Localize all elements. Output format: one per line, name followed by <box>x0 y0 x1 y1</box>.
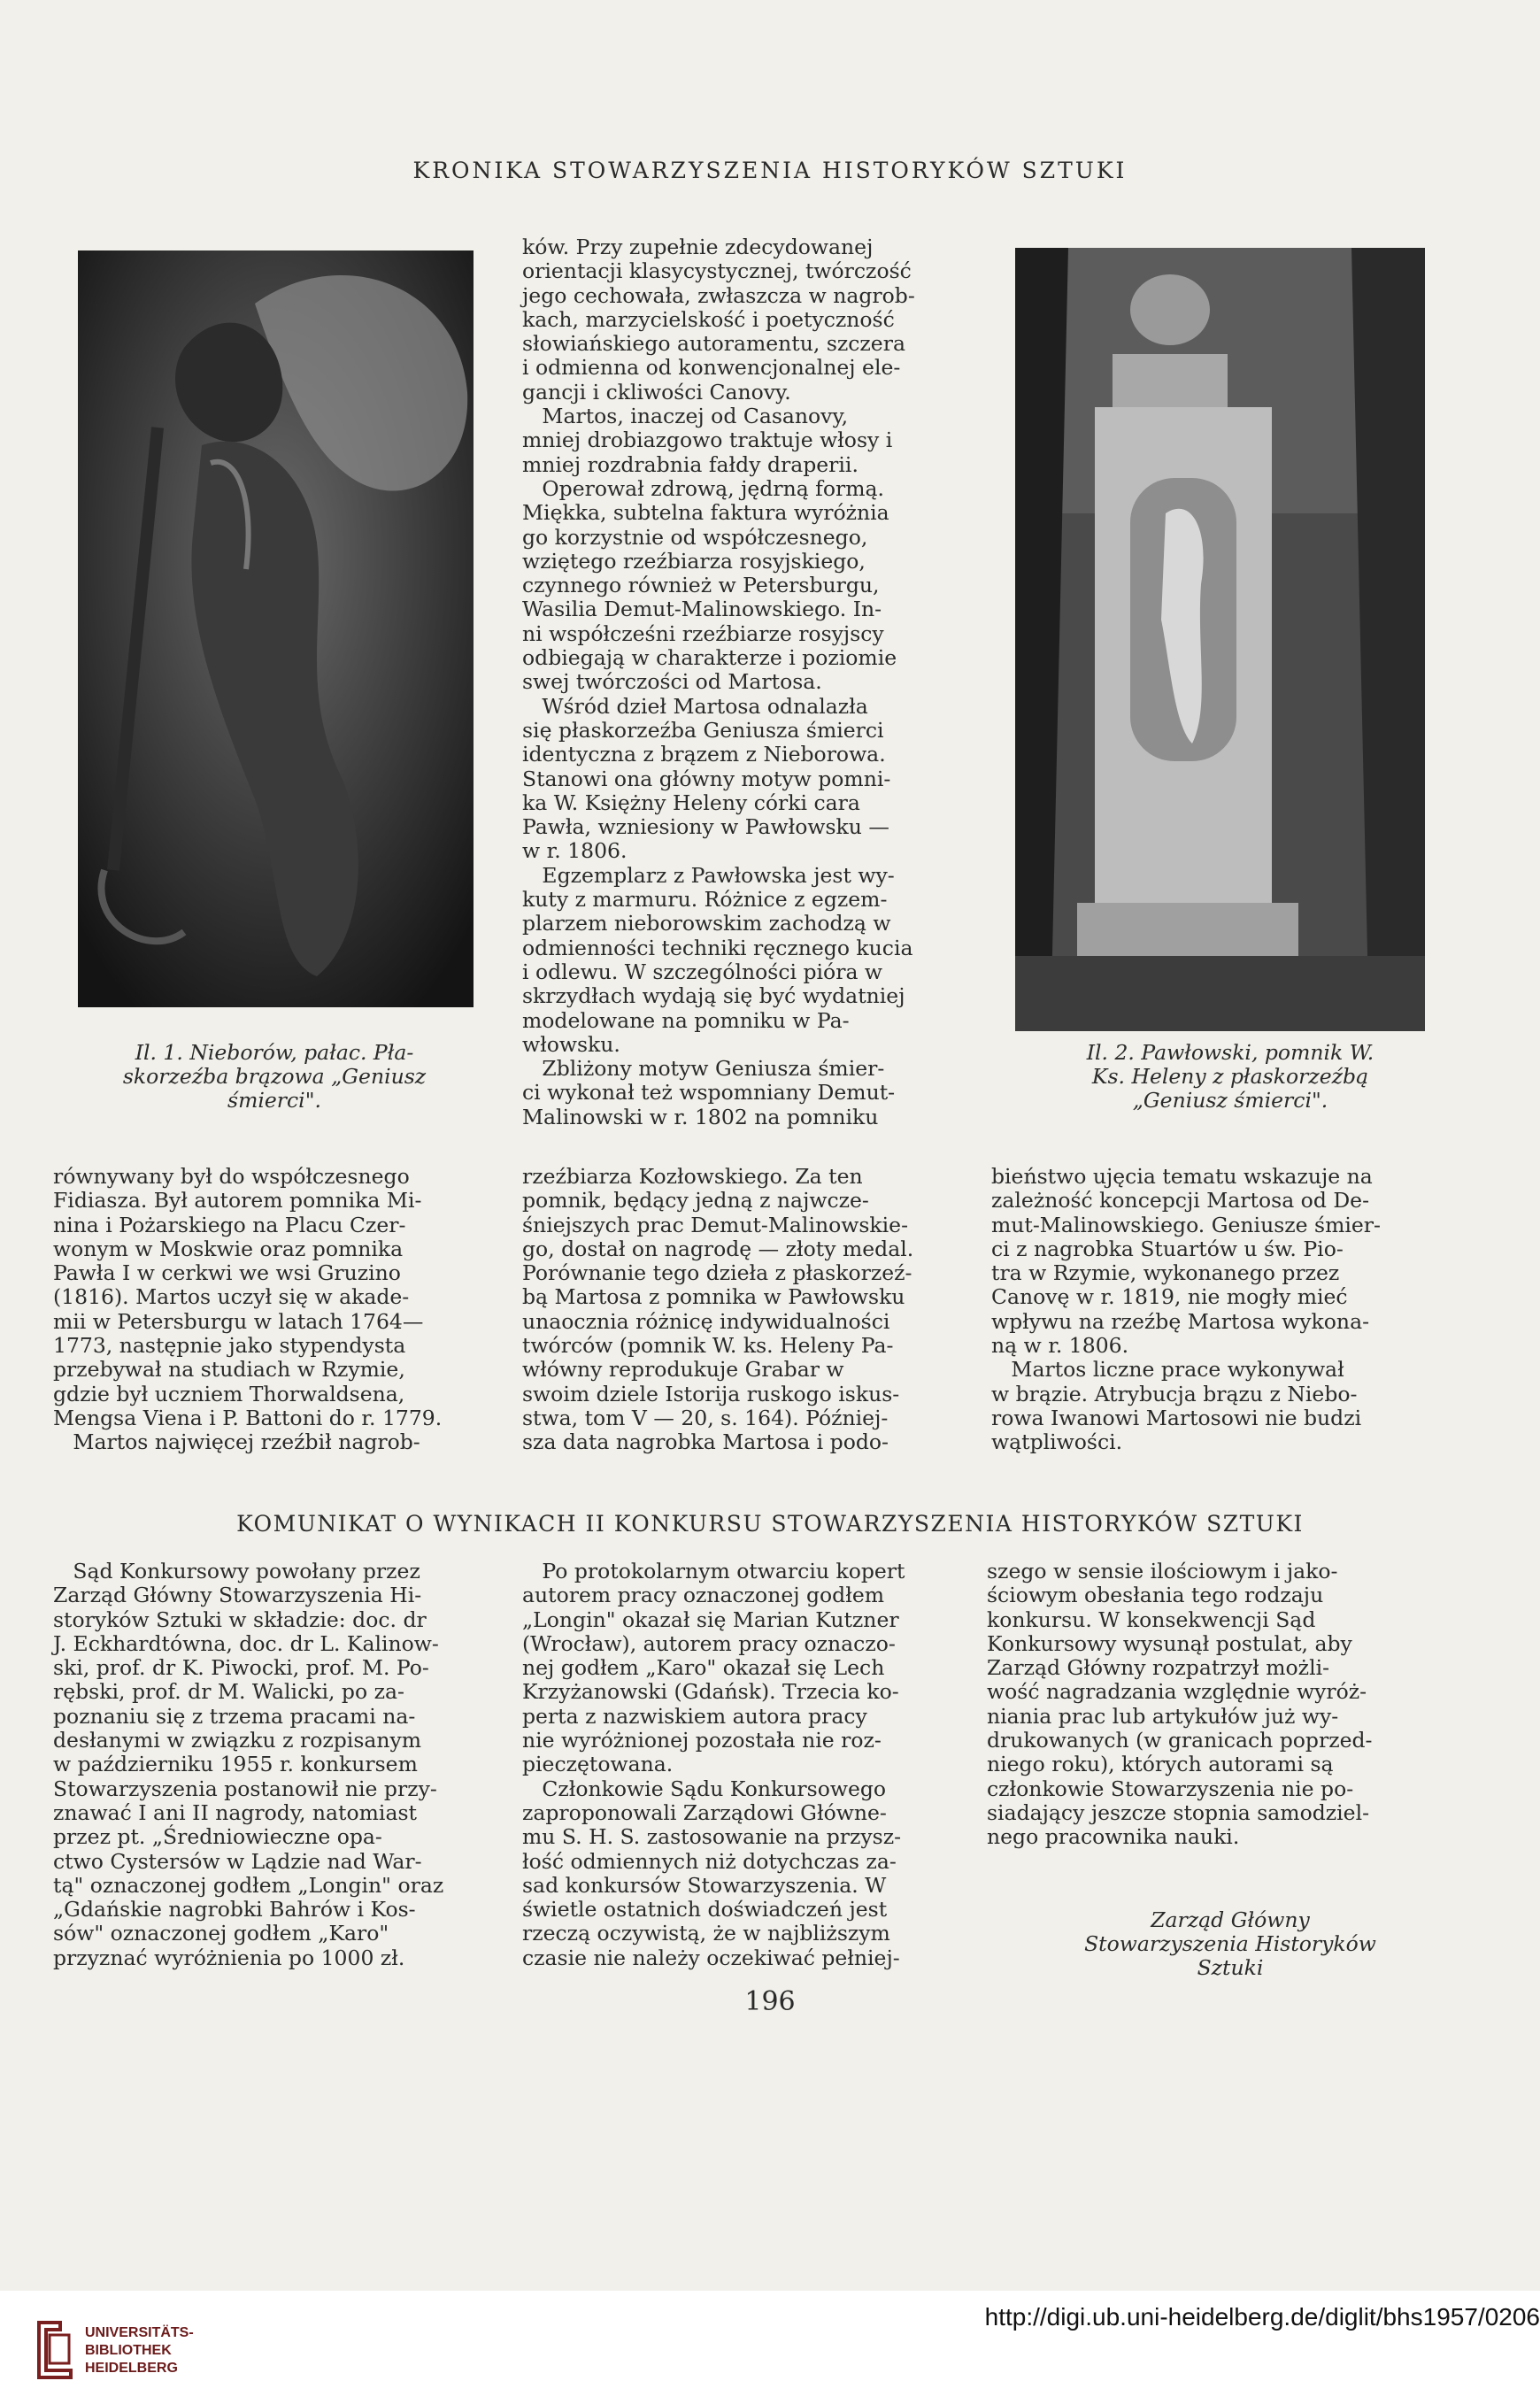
article-left-column: równywany był do współczesnego Fidiasza. Był autorem pomnika Mi- nina i Pożarskiego na Placu Czer- wonym w Moskwie oraz pomnika Pawła I w cerkwi we wsi Gruzino (1816). Martos uczył się w akade- mii w Petersburgu w latach 1764— 1773, następnie jako stypendysta przebywał na studiach w Rzymie, gdzie był uczniem Thorwaldsena, Mengsa Viena i P. Battoni do r. 1779. Martos najwięcej rzeźbił nagrob- <box>53 1164 443 1455</box>
figure-2-photo <box>1015 248 1425 1031</box>
figure-1-photo <box>78 250 474 1007</box>
figure-1-caption: Il. 1. Nieborów, pałac. Pła- skorzeźba brązowa „Geniusz śmierci". <box>122 1040 427 1113</box>
komunikat-column-1: Sąd Konkursowy powołany przez Zarząd Główny Stowarzyszenia Hi- storyków Sztuki w składzie: doc. dr J. Eckhardtówna, doc. dr L. Kalinow- ski, prof. dr K. Piwocki, prof. M. Po- rębski, prof. dr M. Walicki, po za- poznaniu się z trzema pracami na- desłanymi w związku z rozpisanym w październiku 1955 r. konkursem Stowarzyszenia postanowił nie przy- znawać I ani II nagrody, natomiast przez pt. „Średniowieczne opa- ctwo Cystersów w Lądzie nad War- tą" oznaczonej godłem „Longin" oraz „Gdańskie nagrobki Bahrów i Kos- sów" oznaczonej godłem „Karo" przyznać wyróżnienia po 1000 zł. <box>53 1559 444 1970</box>
library-logo-icon <box>34 2315 76 2388</box>
article-middle-column-bottom: rzeźbiarza Kozłowskiego. Za ten pomnik, będący jedną z najwcze- śniejszych prac Demut-Malinowskie- go, dostał on nagrodę — złoty medal. Porównanie tego dzieła z płaskorzeź- bą Martosa z pomnika w Pawłowsku unaocznia różnicę indywidualności twórców (pomnik W. ks. Heleny Pa- włówny reprodukuje Grabar w swoim dziele Istorija ruskogo iskus- stwa, tom V — 20, s. 164). Później- sza data nagrobka Martosa i podo- <box>522 1164 914 1455</box>
monument-image <box>1015 248 1425 1031</box>
figure-2-caption: Il. 2. Pawłowski, pomnik W. Ks. Heleny z płaskorzeźbą „Geniusz śmierci". <box>1086 1040 1374 1113</box>
komunikat-column-2: Po protokolarnym otwarciu kopert autorem pracy oznaczonej godłem „Longin" okazał się Marian Kutzner (Wrocław), autorem pracy oznaczo- nej godłem „Karo" okazał się Lech Krzyżanowski (Gdańsk). Trzecia ko- perta z nazwiskiem autora pracy nie wyróżnionej pozostała nie roz- pieczętowana. Członkowie Sądu Konkursowego zaproponowali Zarządowi Główne- mu S. H. S. zastosowanie na przysz- łość odmiennych niż dotychczas za- sad konkursów Stowarzyszenia. W świetle ostatnich doświadczeń jest rzeczą oczywistą, że w najbliższym czasie nie należy oczekiwać pełniej- <box>522 1559 905 1970</box>
section-title: KOMUNIKAT O WYNIKACH II KONKURSU STOWARZYSZENIA HISTORYKÓW SZTUKI <box>236 1511 1304 1537</box>
library-name: UNIVERSITÄTS- BIBLIOTHEK HEIDELBERG <box>85 2325 194 2376</box>
article-middle-column-top: ków. Przy zupełnie zdecydowanej orientacji klasycystycznej, twórczość jego cechowała, zwłaszcza w nagrob- kach, marzycielskość i poetyczność słowiańskiego autoramentu, szczera i odmienna od konwencjonalnej ele- gancji i ckliwości Canovy. Martos, inaczej od Casanovy, mniej drobiazgowo traktuje włosy i mniej rozdrabnia fałdy draperii. Operował zdrową, jędrną formą. Miękka, subtelna faktura wyróżnia go korzystnie od współczesnego, wziętego rzeźbiarza rosyjskiego, czynnego również w Petersburgu, Wasilia Demut-Malinowskiego. In- ni współcześni rzeźbiarze rosyjscy odbiegają w charakterze i poziomie swej twórczości od Martosa. Wśród dzieł Martosa odnalazła się płaskorzeźba Geniusza śmierci identyczna z brązem z Nieborowa. Stanowi ona główny motyw pomni- ka W. Księżny Heleny córki cara Pawła, wzniesiony w Pawłowsku — w r. 1806. Egzemplarz z Pawłowska jest wy- kuty z marmuru. Różnice z egzem- plarzem nieborowskim zachodzą w odmienności techniki ręcznego kucia i odlewu. W szczególności pióra w skrzydłach wydają się być wydatniej modelowane na pomniku w Pa- włowsku. Zbliżony motyw Geniusza śmier- ci wykonał też wspomniany Demut- Malinowski w r. 1802 na pomniku <box>522 235 915 1129</box>
source-url-link[interactable]: http://digi.ub.uni-heidelberg.de/diglit/bhs1957/0206 <box>984 2303 1540 2331</box>
signature: Zarząd Główny Stowarzyszenia Historyków Sztuki <box>1084 1907 1376 1980</box>
page-number: 196 <box>744 1986 796 2017</box>
article-right-column: bieństwo ujęcia tematu wskazuje na zależność koncepcji Martosa od De- mut-Malinowskiego. Geniusze śmier- ci z nagrobka Stuartów u św. Pio- tra w Rzymie, wykonanego przez Canovę w r. 1819, nie mogły mieć wpływu na rzeźbę Martosa wykona- ną w r. 1806. Martos liczne prace wykonywał w brązie. Atrybucja brązu z Niebo- rowa Iwanowi Martosowi nie budzi wątpliwości. <box>991 1164 1381 1455</box>
komunikat-column-3: szego w sensie ilościowym i jako- ściowym obesłania tego rodzaju konkursu. W konsekwencji Sąd Konkursowy wysunął postulat, aby Zarząd Główny rozpatrzył możli- wość nagradzania względnie wyróż- niania prac lub artykułów już wy- drukowanych (w granicach poprzed- niego roku), których autorami są członkowie Stowarzyszenia nie po- siadający jeszcze stopnia samodziel- nego pracownika nauki. <box>987 1559 1373 1850</box>
bronze-relief-image <box>78 250 474 1007</box>
running-header: KRONIKA STOWARZYSZENIA HISTORYKÓW SZTUKI <box>412 158 1128 183</box>
